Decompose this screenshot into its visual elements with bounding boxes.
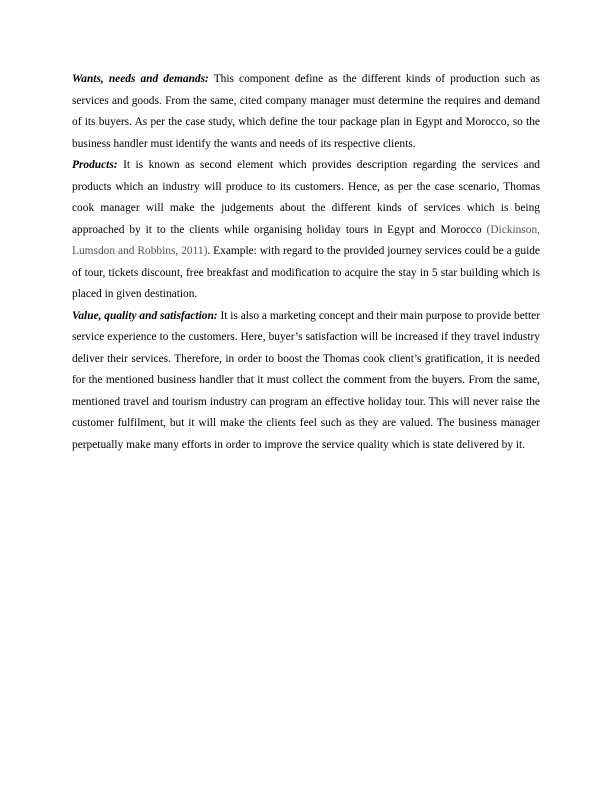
paragraph-heading: Wants, needs and demands: xyxy=(72,73,209,85)
document-body xyxy=(72,69,540,456)
citation: (Dickinson, Lumsdon and Robbins, 2011) xyxy=(72,223,540,257)
paragraph-value-quality-satisfaction xyxy=(72,306,540,457)
paragraph-text: It is also a marketing concept and their main purpose to provide better service experience to the customers. Here, buyer’s satisfaction will be increased if they travel industry deliver their services. Therefore, in order to boost the Thomas cook client’s gratification, it is needed for the mentioned business handler that it must collect the comment from the buyers. From the same, mentioned travel and tourism industry can program an effective holiday tour. This will never raise the customer fulfilment, but it will make the clients feel such as they are valued. The business manager perpetually make many efforts in order to improve the service quality which is state delivered by it. xyxy=(72,309,540,451)
paragraph-text: It is known as second element which provides description regarding the services and products which an industry will produce to its customers. Hence, as per the case scenario, Thomas cook manager will make the judgements about the different kinds of services which is being approached by it to the clients while organising holiday tours in Egypt and Morocco xyxy=(72,159,540,236)
paragraph-wants-needs-demands xyxy=(72,69,540,155)
paragraph-text: . Example: with regard to the provided journey services could be a guide of tour, tickets discount, free breakfast and modification to acquire the stay in 5 star building which is placed in given destination. xyxy=(72,245,540,300)
paragraph-products xyxy=(72,155,540,306)
paragraph-text: This component define as the different kinds of production such as services and goods. From the same, cited company manager must determine the requires and demand of its buyers. As per the case study, which define the tour package plan in Egypt and Morocco, so the business handler must identify the wants and needs of its respective clients. xyxy=(72,73,540,150)
paragraph-heading: Value, quality and satisfaction: xyxy=(72,309,218,322)
paragraph-heading: Products: xyxy=(72,159,118,171)
